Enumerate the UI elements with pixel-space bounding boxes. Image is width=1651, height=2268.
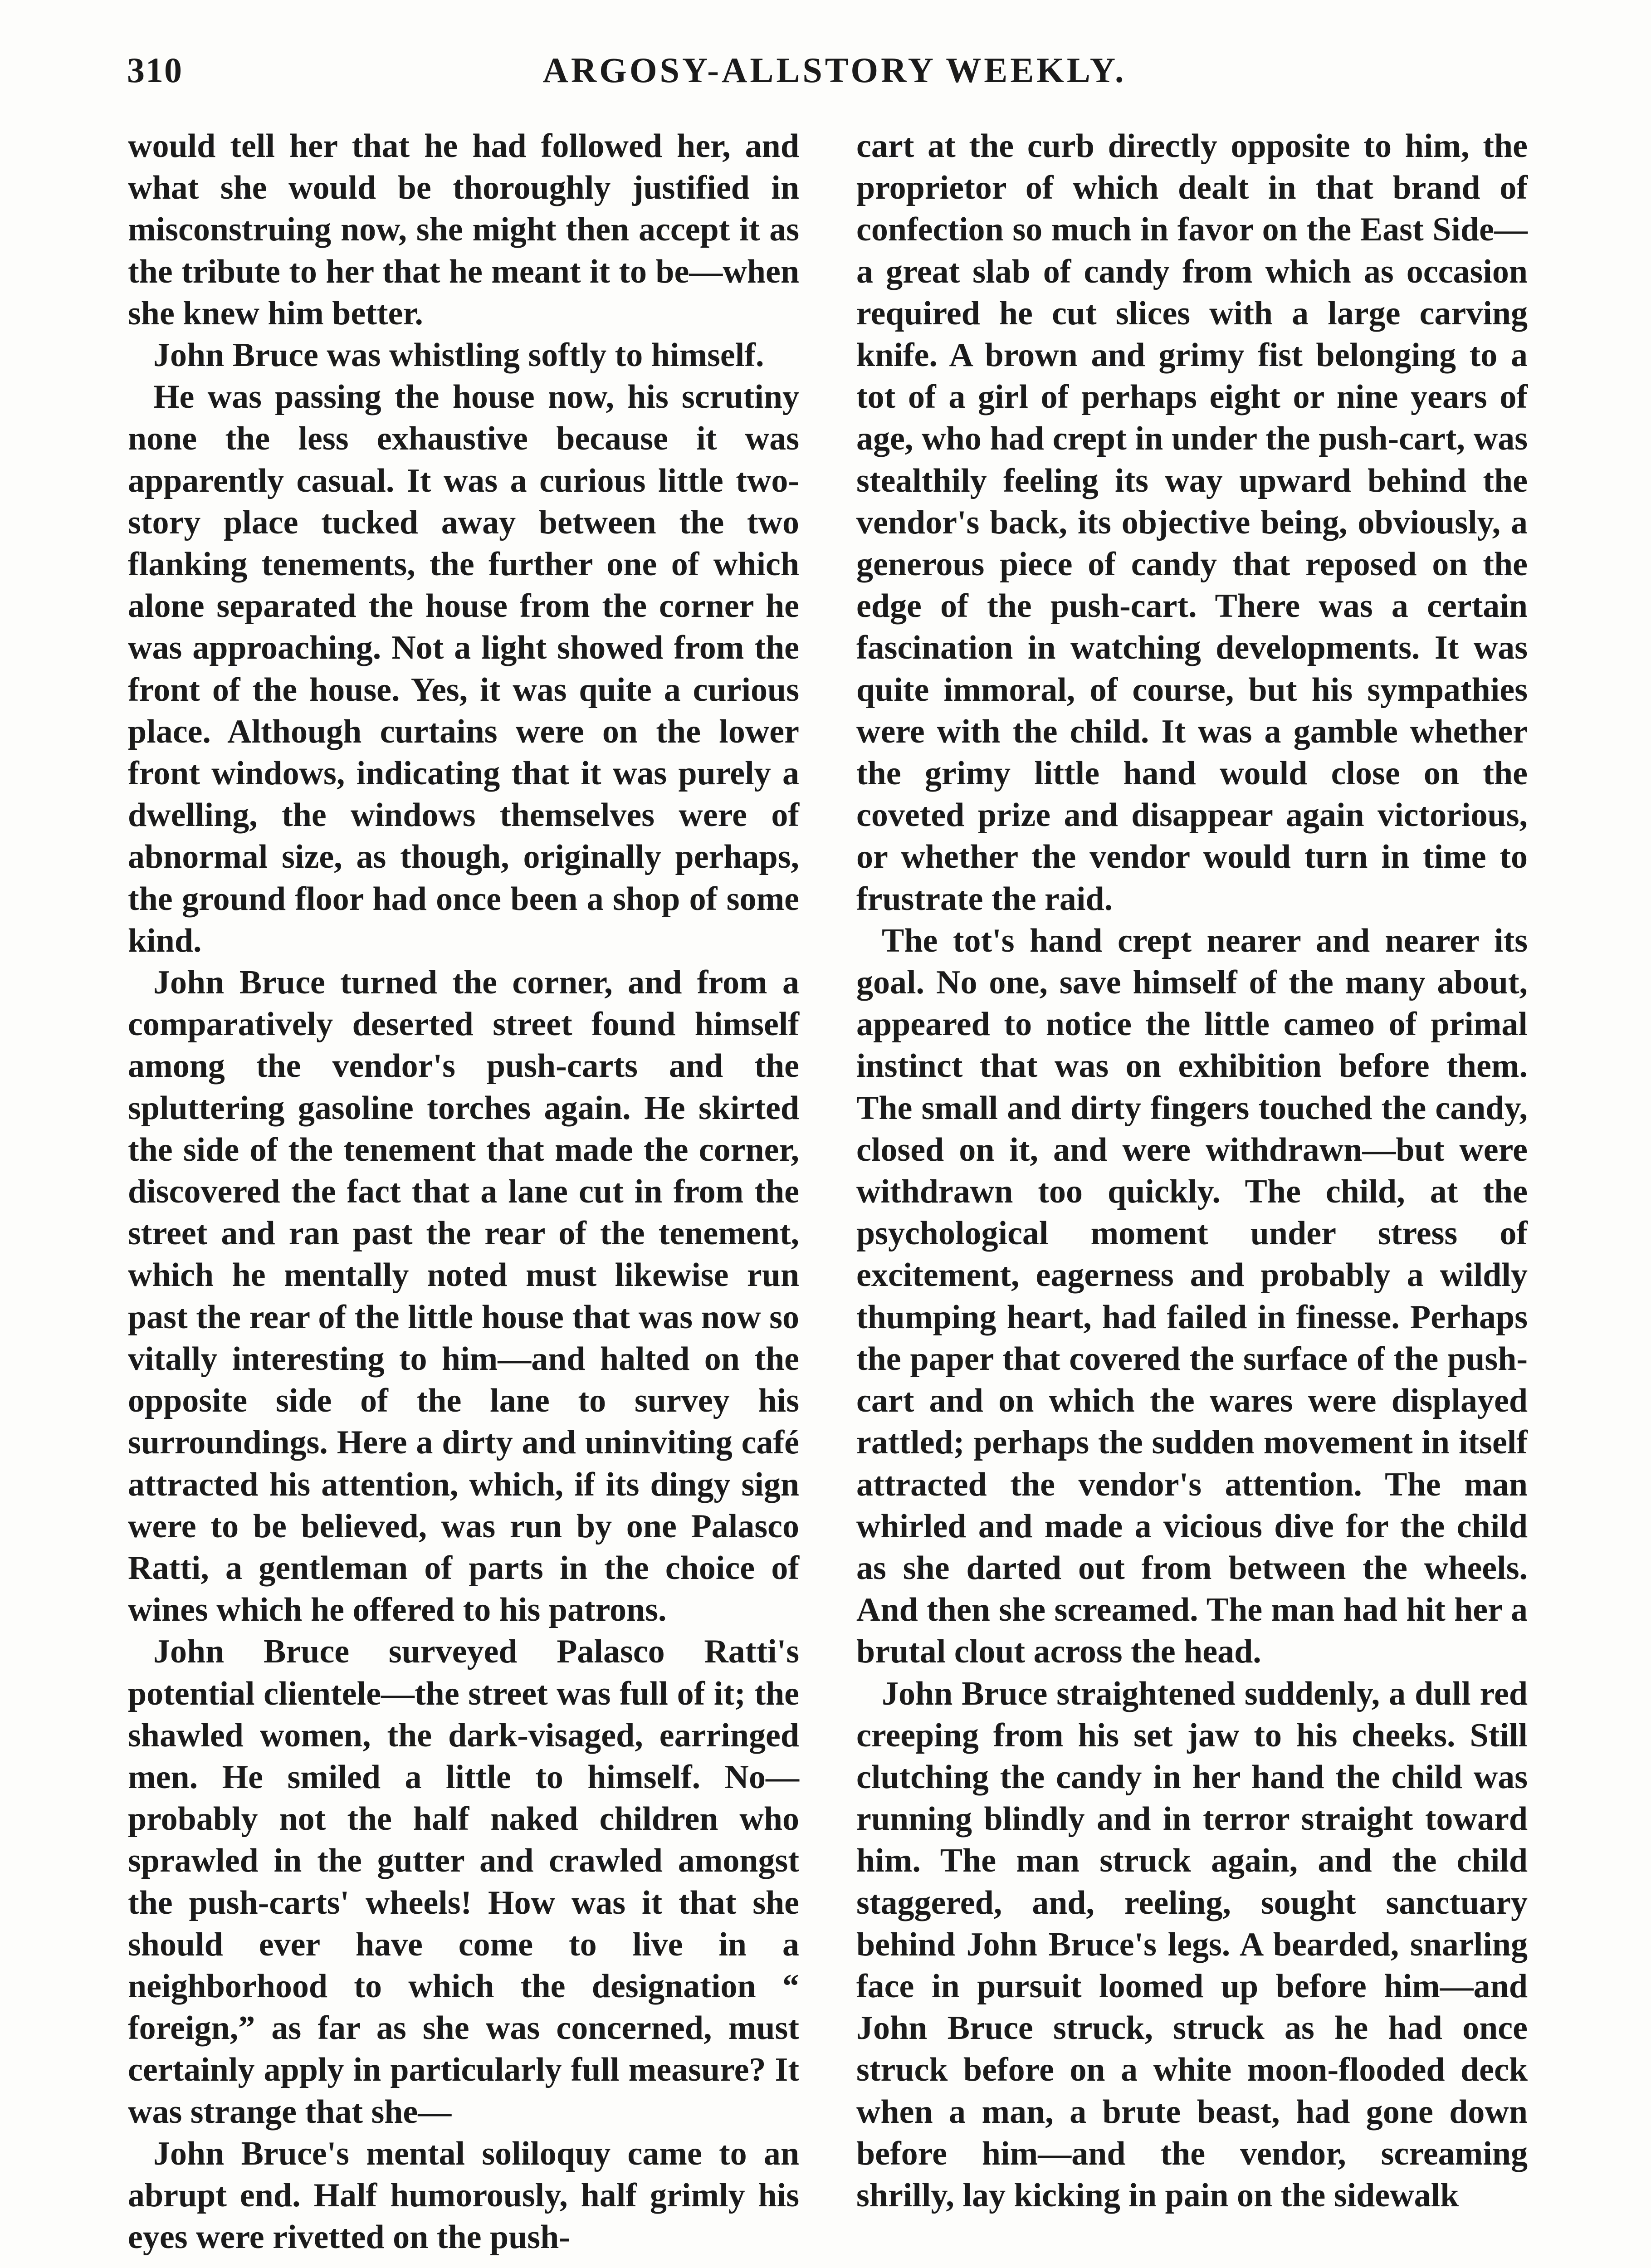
paragraph: cart at the curb directly opposite to him, the proprietor of which dealt in that brand of confection so much in favor on the East Side—a great slab of candy from which as occasion required he cut slices with a large carving knife. A brown and grimy fist belonging to a tot of a girl of perhaps eight or nine years of age, who had crept in under the push-cart, was stealthily feeling its way upward behind the vendor's back, its objective being, obviously, a generous piece of candy that reposed on the edge of the push-cart. There was a certain fascination in watching developments. It was quite immoral, of course, but his sympathies were with the child. It was a gamble whether the grimy little hand would close on the coveted prize and disappear again victorious, or whether the vendor would turn in time to frustrate the raid. [856,127,1528,918]
paragraph: John Bruce's mental soliloquy came to an abrupt end. Half humorously, half grimly his eyes were rivetted on the push- [128,2135,799,2256]
paragraph: He was passing the house now, his scrutiny none the less exhaustive because it was apparently casual. It was a curious little two-story place tucked away between the two flanking tenements, the further one of which alone separated the house from the corner he was approaching. Not a light showed from the front of the house. Yes, it was quite a curious place. Although curtains were on the lower front windows, indicating that it was purely a dwelling, the windows themselves were of abnormal size, as though, originally perhaps, the ground floor had once been a shop of some kind. [128,378,799,959]
paragraph: John Bruce surveyed Palasco Ratti's potential clientele—the street was full of it; the shawled women, the dark-visaged, earringed men. He smiled a little to himself. No—probably not the half naked children who sprawled in the gutter and crawled amongst the push-carts' wheels! How was it that she should ever have come to live in a neighborhood to which the designation “ foreign,” as far as she was concerned, must certainly apply in particularly full measure? It was strange that she— [128,1633,799,2131]
page-header [127,50,1542,100]
paragraph: John Bruce turned the corner, and from a comparatively deserted street found himself among the vendor's push-carts and the spluttering gasoline torches again. He skirted the side of the tenement that made the corner, discovered the fact that a lane cut in from the street and ran past the rear of the tenement, which he mentally noted must likewise run past the rear of the little house that was now so vitally interesting to him—and halted on the opposite side of the lane to survey his surroundings. Here a dirty and uninviting café attracted his attention, which, if its dingy sign were to be believed, was run by one Palasco Ratti, a gentleman of parts in the choice of wines which he offered to his patrons. [128,964,799,1629]
right-column [856,125,1528,2216]
running-head: ARGOSY-ALLSTORY WEEKLY. [542,50,1127,90]
paragraph: The tot's hand crept nearer and nearer its goal. No one, save himself of the many about, appeared to notice the little cameo of primal instinct that was on exhibition before them. The small and dirty fingers touched the candy, closed on it, and were withdrawn—but were withdrawn too quickly. The child, at the psychological moment under stress of excitement, eagerness and probably a wildly thumping heart, had failed in finesse. Perhaps the paper that covered the surface of the push-cart and on which the wares were displayed rattled; perhaps the sudden movement in itself attracted the vendor's attention. The man whirled and made a vicious dive for the child as she darted out from between the wheels. And then she screamed. The man had hit her a brutal clout across the head. [856,922,1528,1671]
left-column [128,125,799,2258]
paragraph: John Bruce straightened suddenly, a dull red creeping from his set jaw to his cheeks. Still clutching the candy in her hand the child was running blindly and in terror straight toward him. The man struck again, and the child staggered, and, reeling, sought sanctuary behind John Bruce's legs. A bearded, snarling face in pursuit loomed up before him—and John Bruce struck, struck as he had once struck before on a white moon-flooded deck when a man, a brute beast, had gone down before him—and the vendor, screaming shrilly, lay kicking in pain on the sidewalk [856,1675,1528,2214]
page-number: 310 [127,50,183,90]
paragraph: John Bruce was whistling softly to himself. [153,337,764,374]
paragraph: would tell her that he had followed her, and what she would be thoroughly justified in misconstruing now, she might then accept it as the tribute to her that he meant it to be—when she knew him better. [128,127,799,332]
